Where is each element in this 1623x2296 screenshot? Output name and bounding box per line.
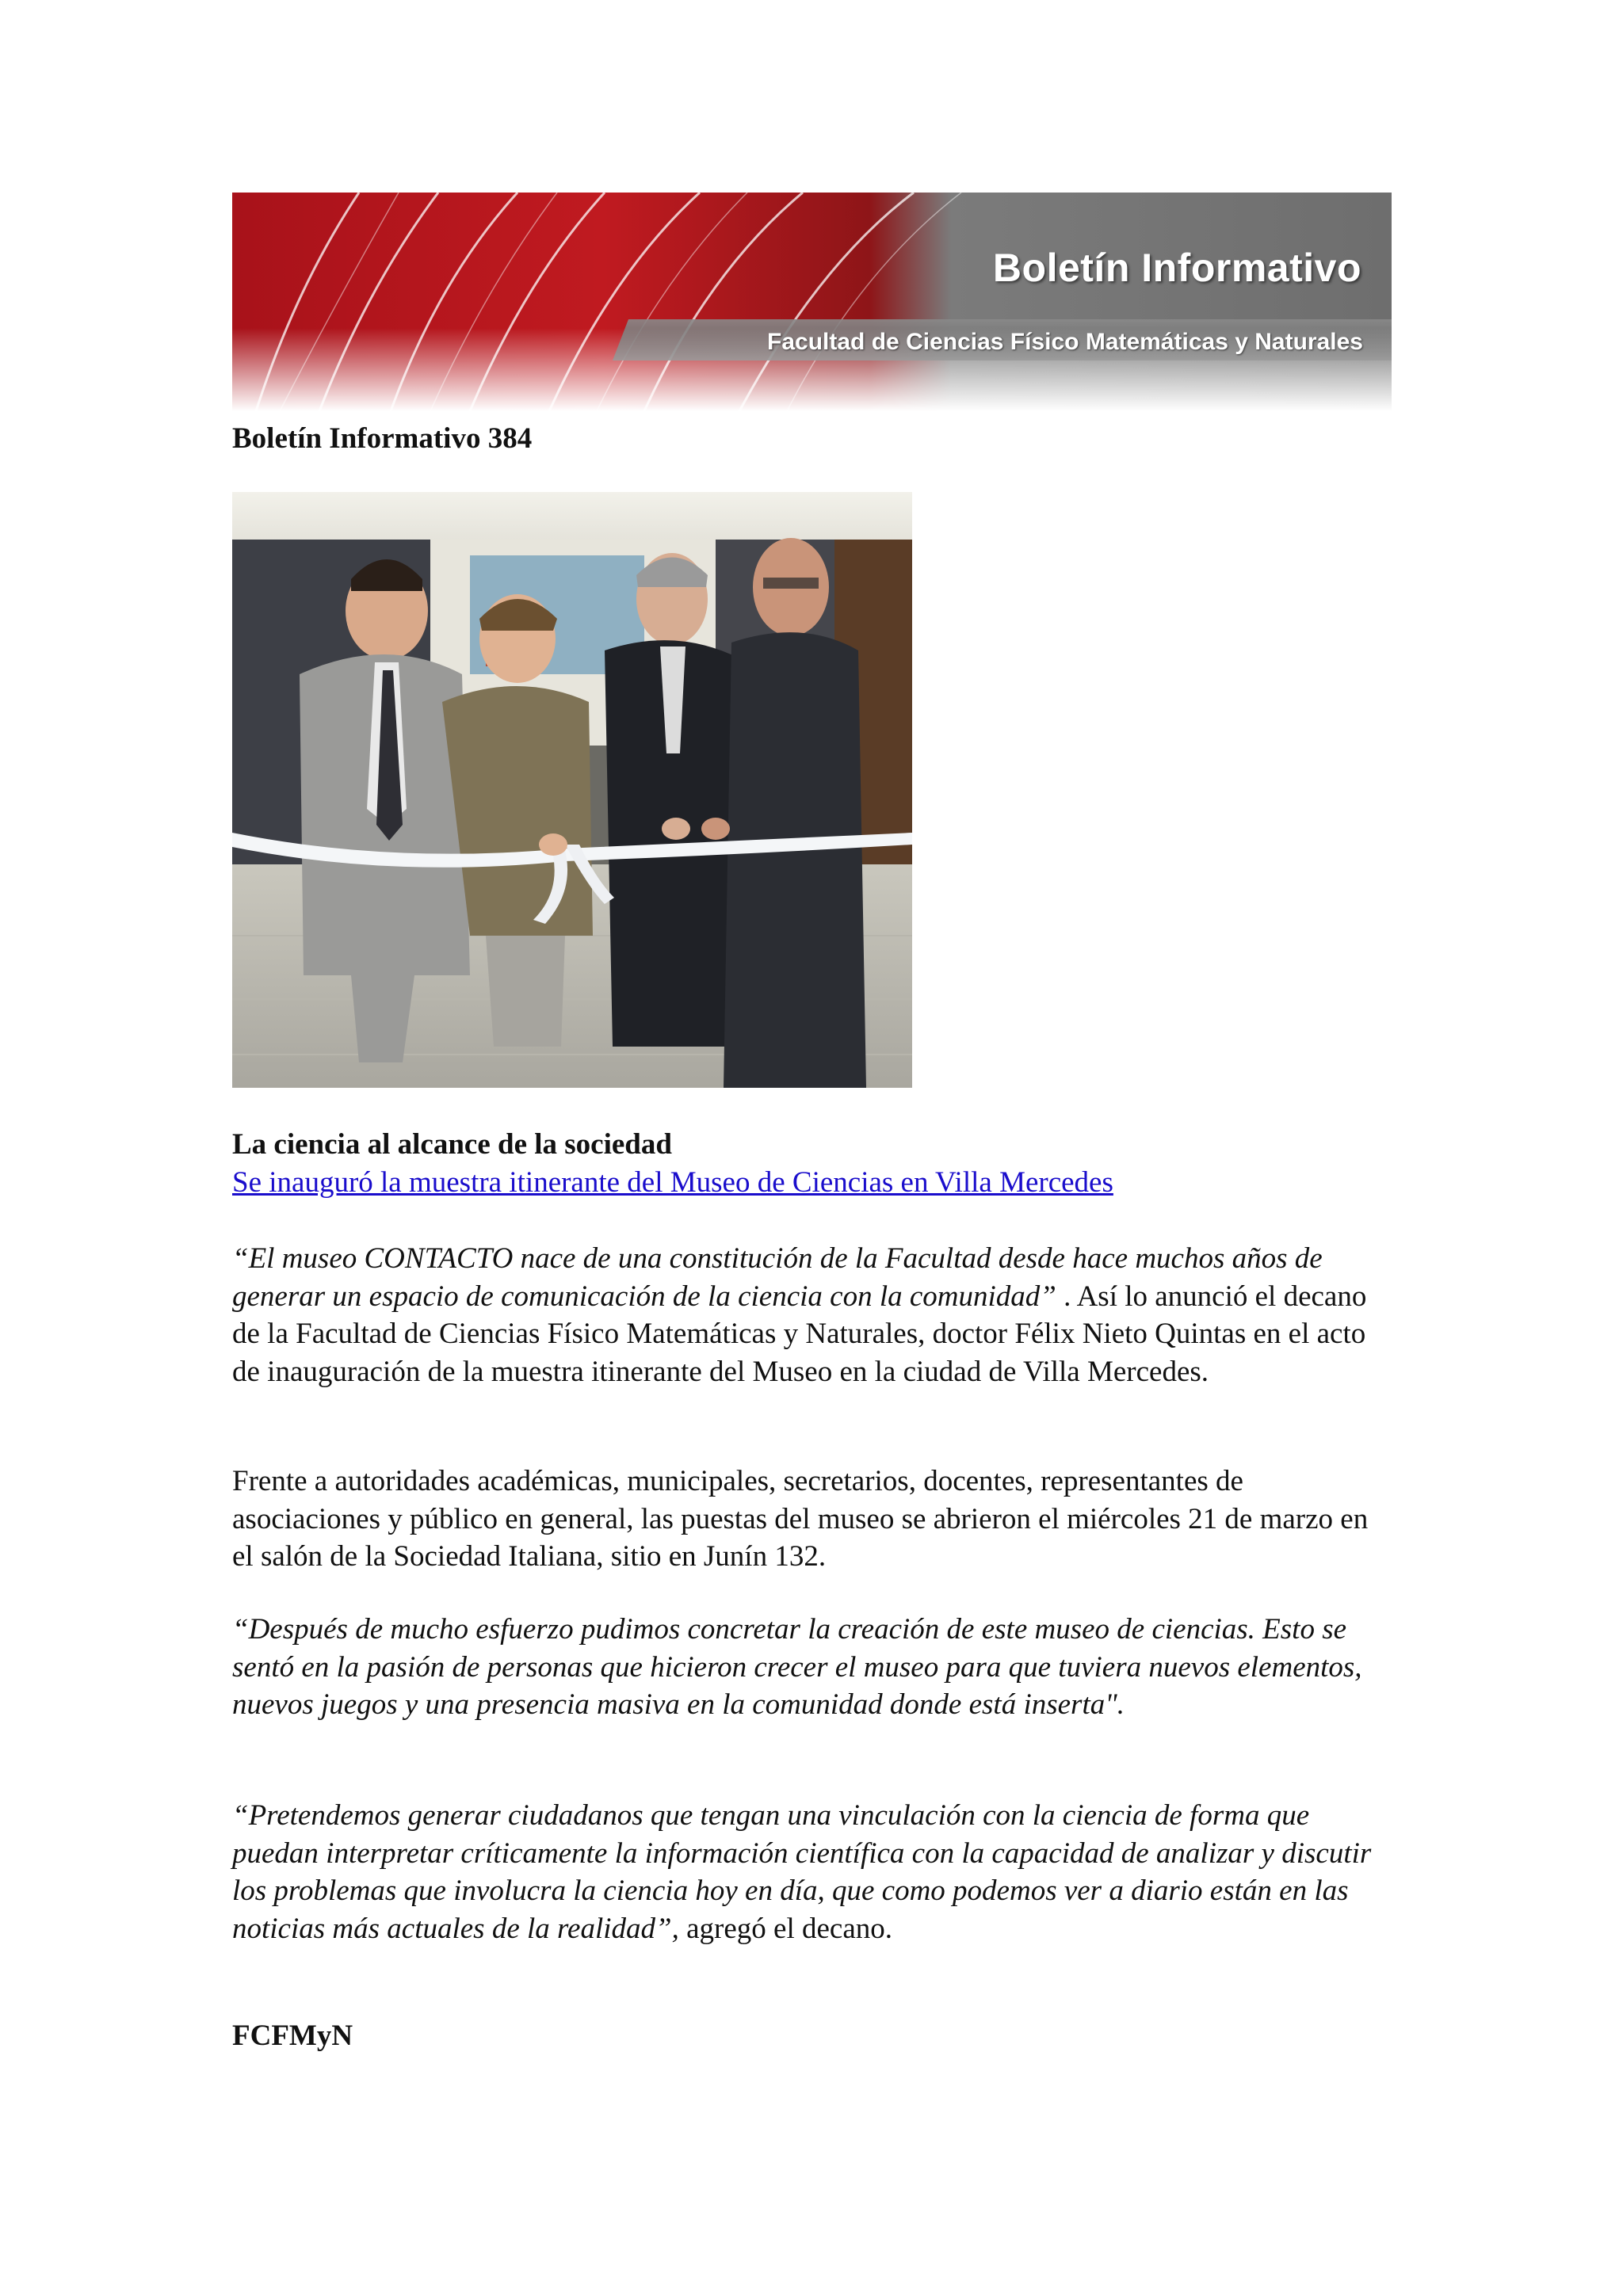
banner-title: Boletín Informativo <box>992 246 1361 290</box>
article-link[interactable]: Se inauguró la muestra itinerante del Museo de Ciencias en Villa Mercedes <box>232 1166 1113 1199</box>
paragraph-4-quote: “Pretendemos generar ciudadanos que tengan una vinculación con la ciencia de forma que puedan interpretar críticamente la información científica con la capacidad de analizar y discutir los problemas que involucra la ciencia hoy en día, que como podemos ver a diario están en las noticias más actuales de la realidad”, <box>232 1799 1372 1945</box>
paragraph-4 <box>232 1797 1392 1947</box>
paragraph-1 <box>232 1240 1392 1390</box>
document-page <box>232 193 1392 2052</box>
ribbon-cutting-photo <box>232 492 912 1088</box>
paragraph-3-quote: “Después de mucho esfuerzo pudimos concretar la creación de este museo de ciencias. Esto se sentó en la pasión de personas que hicieron crecer el museo para que tuviera nuevos elementos, nuevos juegos y una presencia masiva en la comunidad donde está inserta". <box>232 1613 1362 1721</box>
signature: FCFMyN <box>232 2019 353 2052</box>
banner-subtitle: Facultad de Ciencias Físico Matemáticas y Naturales <box>767 329 1363 355</box>
paragraph-4-text: agregó el decano. <box>678 1912 893 1945</box>
banner-background <box>232 193 1392 411</box>
article-title: La ciencia al alcance de la sociedad <box>232 1128 672 1161</box>
paragraph-1-text: . Así lo anunció el decano de la Facultad de Ciencias Físico Matemáticas y Naturales, doctor Félix Nieto Quintas en el acto de inauguración de la muestra itinerante del Museo en la ciudad de Villa Mercedes. <box>232 1280 1367 1388</box>
paragraph-3 <box>232 1611 1392 1724</box>
photo-illustration <box>232 492 912 1088</box>
paragraph-1-quote: “El museo CONTACTO nace de una constitución de la Facultad desde hace muchos años de generar un espacio de comunicación de la ciencia con la comunidad” <box>232 1242 1323 1313</box>
header-banner <box>232 193 1392 411</box>
bulletin-number: Boletín Informativo 384 <box>232 422 533 455</box>
paragraph-2: Frente a autoridades académicas, municipales, secretarios, docentes, representantes de asociaciones y público en general, las puestas del museo se abrieron el miércoles 21 de marzo en el salón de la Sociedad Italiana, sitio en Junín 132. <box>232 1465 1369 1573</box>
